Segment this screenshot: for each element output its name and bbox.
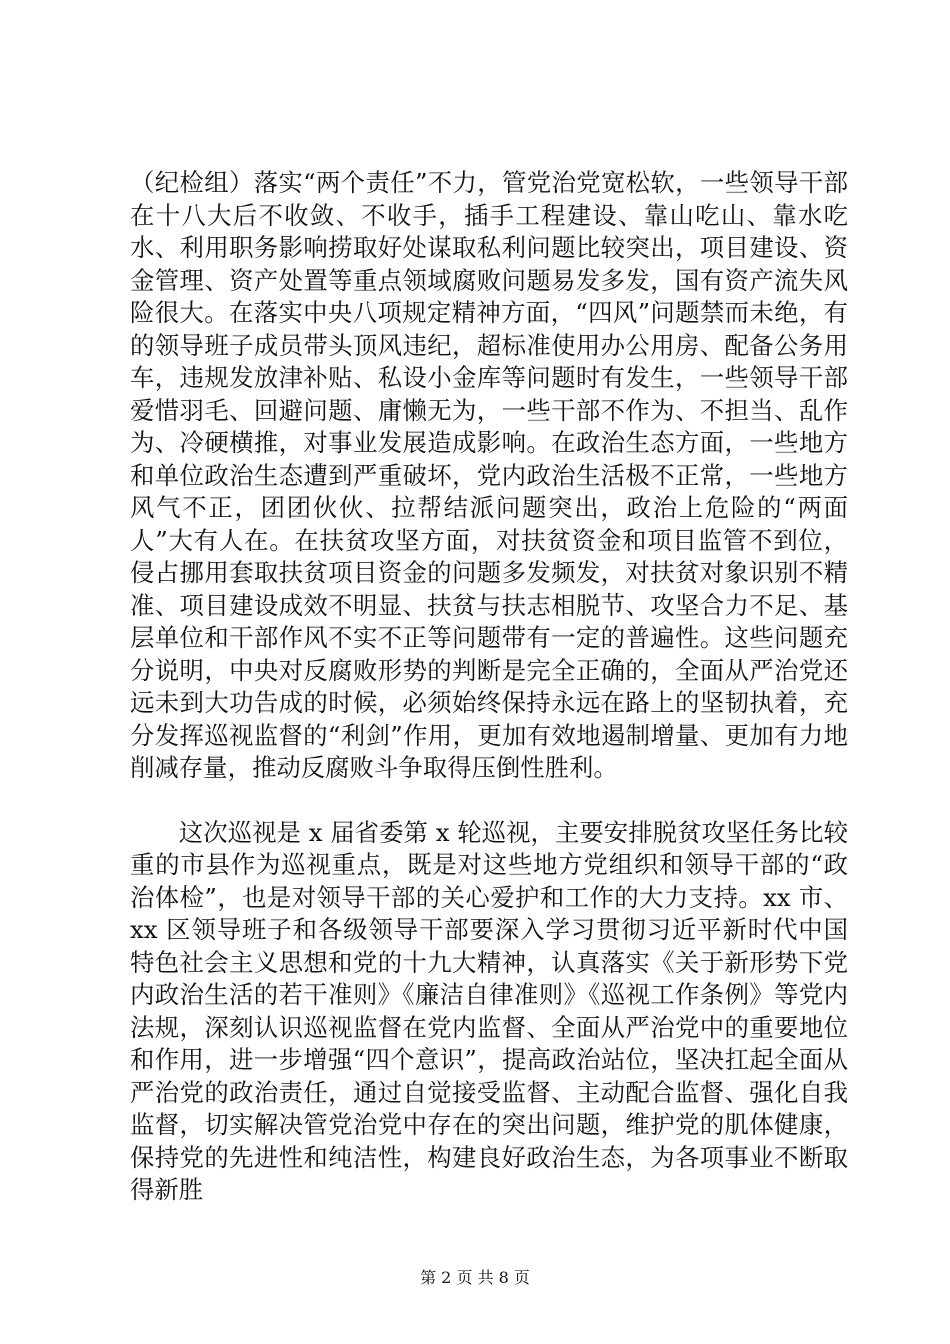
page-number-footer: 第 2 页 共 8 页 [420,1268,530,1287]
paragraph-1: （纪检组）落实“两个责任”不力，管党治党宽松软，一些领导干部在十八大后不收敛、不收手，插手工程建设、靠山吃山、靠水吃水、利用职务影响捞取好处谋取私利问题比较突出，项目建设、资金管理、资产处置等重点领域腐败问题易发多发，国有资产流失风险很大。在落实中央八项规定精神方面，“四风”问题禁而未绝，有的领导班子成员带头顶风违纪，超标准使用办公用房、配备公务用车，违规发放津补贴、私设小金库等问题时有发生，一些领导干部爱惜羽毛、回避问题、庸懒无为，一些干部不作为、不担当、乱作为、冷硬横推，对事业发展造成影响。在政治生态方面，一些地方和单位政治生态遭到严重破坏，党内政治生活极不正常，一些地方风气不正，团团伙伙、拉帮结派问题突出，政治上危险的“两面人”大有人在。在扶贫攻坚方面，对扶贫资金和项目监管不到位，侵占挪用套取扶贫项目资金的问题多发频发，对扶贫对象识别不精准、项目建设成效不明显、扶贫与扶志相脱节、攻坚合力不足、基层单位和干部作风不实不正等问题带有一定的普遍性。这些问题充分说明，中央对反腐败形势的判断是完全正确的，全面从严治党还远未到大功告成的时候，必须始终保持永远在路上的坚韧执着，充分发挥巡视监督的“利剑”作用，更加有效地遏制增量、更加有力地削减存量，推动反腐败斗争取得压倒性胜利。 [130,168,848,782]
document-body [130,167,848,1207]
paragraph-2: 这次巡视是 x 届省委第 x 轮巡视，主要安排脱贫攻坚任务比较重的市县作为巡视重点，既是对这些地方党组织和领导干部的“政治体检”，也是对领导干部的关心爱护和工作的大力支持。xx 市、xx 区领导班子和各级领导干部要深入学习贯彻习近平新时代中国特色社会主义思想和党的十九大精神，认真落实《关于新形势下党内政治生活的若干准则》《廉洁自律准则》《巡视工作条例》等党内法规，深刻认识巡视监督在党内监督、全面从严治党中的重要地位和作用，进一步增强“四个意识”，提高政治站位，坚决扛起全面从严治党的政治责任，通过自觉接受监督、主动配合监督、强化自我监督，切实解决管党治党中存在的突出问题，维护党的肌体健康，保持党的先进性和纯洁性，构建良好政治生态，为各项事业不断取得新胜 [130,817,848,1204]
